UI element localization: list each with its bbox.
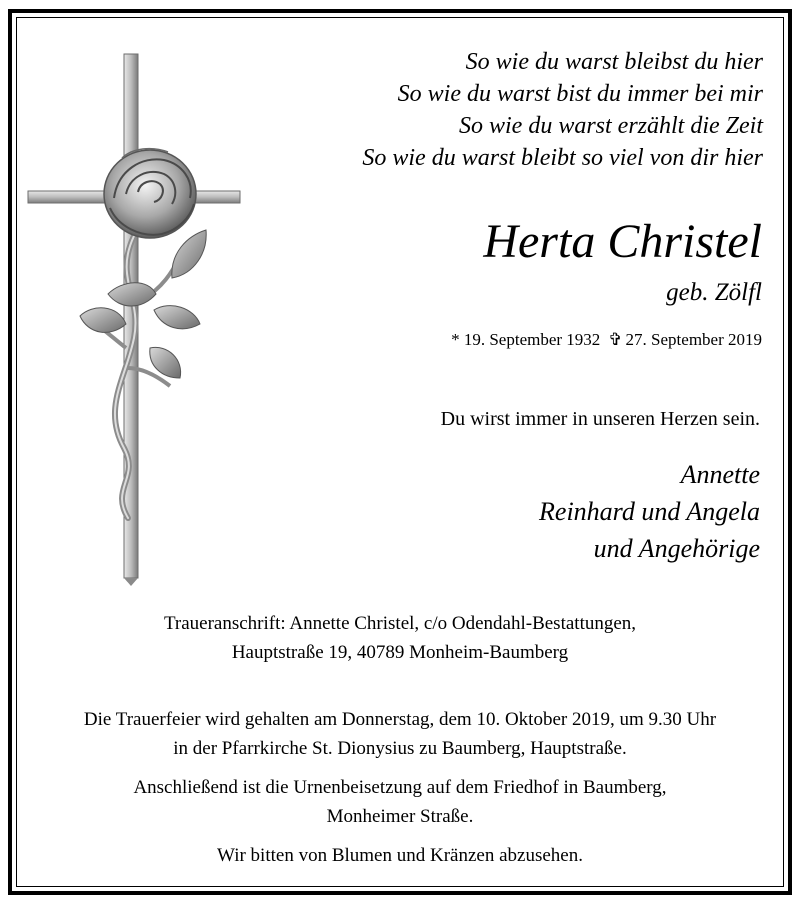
mourner-line: Reinhard und Angela — [539, 497, 760, 526]
burial-paragraph — [0, 773, 800, 831]
rose-leaf — [154, 306, 200, 329]
deceased-name: Herta Christel — [483, 215, 762, 268]
address-line: Traueranschrift: Annette Christel, c/o Odendahl-Bestattungen, — [163, 613, 637, 634]
mourner-line: und Angehörige — [593, 534, 760, 563]
rose-leaf — [150, 347, 181, 378]
death-date: 27. September 2019 — [625, 330, 762, 349]
ceremony-line: Die Trauerfeier wird gehalten am Donnerstag, dem 10. Oktober 2019, um 9.30 Uhr — [83, 709, 717, 730]
birth-date: * 19. September 1932 — [451, 330, 601, 349]
birth-name: geb. Zölfl — [666, 279, 762, 306]
mourner-line: Annette — [680, 460, 760, 489]
rose-leaf — [172, 230, 206, 278]
burial-line: Monheimer Straße. — [326, 806, 474, 827]
mourners — [539, 456, 760, 567]
poem — [362, 46, 763, 174]
rose-leaf — [80, 308, 126, 333]
service-info — [0, 705, 800, 880]
rose-bloom — [104, 149, 196, 238]
mourning-address — [0, 609, 800, 667]
poem-line: So wie du warst bleibt so viel von dir hier — [362, 145, 763, 171]
burial-line: Anschließend ist die Urnenbeisetzung auf dem Friedhof in Baumberg, — [133, 777, 667, 798]
ceremony-line: in der Pfarrkirche St. Dionysius zu Baumberg, Hauptstraße. — [173, 738, 627, 759]
life-dates — [451, 327, 762, 353]
motto: Du wirst immer in unseren Herzen sein. — [440, 408, 760, 430]
ceremony-paragraph — [0, 705, 800, 763]
cross-with-rose-icon — [22, 48, 252, 588]
rose-leaf — [108, 283, 156, 306]
death-cross-icon: ✞ — [608, 330, 623, 349]
poem-line: So wie du warst bleibst du hier — [465, 49, 763, 75]
poem-line: So wie du warst bist du immer bei mir — [397, 81, 763, 107]
poem-line: So wie du warst erzählt die Zeit — [458, 113, 763, 139]
address-line: Hauptstraße 19, 40789 Monheim-Baumberg — [231, 642, 569, 663]
flowers-request: Wir bitten von Blumen und Kränzen abzusehen. — [217, 845, 583, 866]
